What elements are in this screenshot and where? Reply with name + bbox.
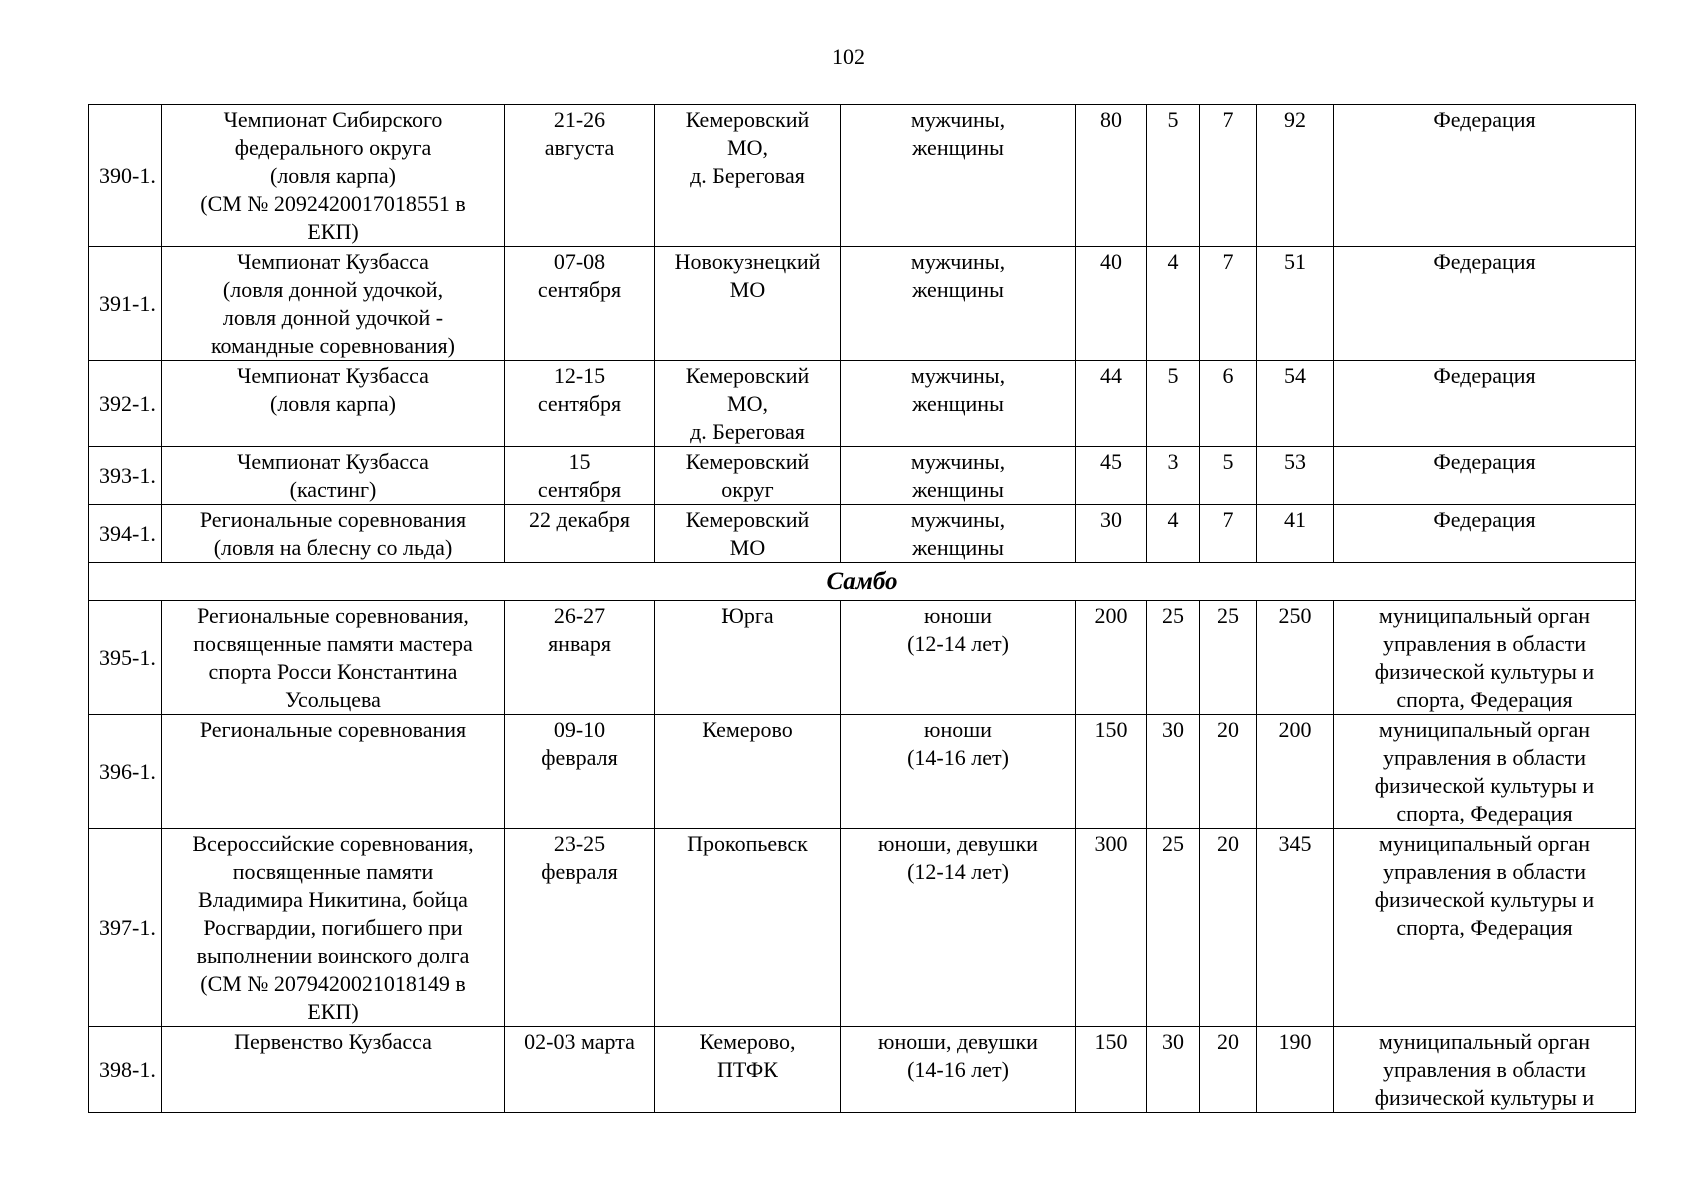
event-name: Чемпионат Кузбасса (кастинг)	[162, 447, 505, 505]
event-number: 393-1.	[89, 447, 162, 505]
event-count-1: 44	[1076, 361, 1147, 447]
event-number: 392-1.	[89, 361, 162, 447]
event-name: Чемпионат Кузбасса (ловля донной удочкой, ловля донной удочкой - командные соревнования)	[162, 247, 505, 361]
event-dates: 12-15 сентября	[505, 361, 655, 447]
event-participants: юноши (14-16 лет)	[841, 715, 1076, 829]
event-organizer: Федерация	[1334, 361, 1636, 447]
event-place: Кемеровский округ	[655, 447, 841, 505]
event-count-2: 25	[1147, 829, 1200, 1027]
event-count-total: 54	[1257, 361, 1334, 447]
events-after-section	[89, 601, 1636, 1113]
event-participants: юноши, девушки (12-14 лет)	[841, 829, 1076, 1027]
event-dates: 22 декабря	[505, 505, 655, 563]
event-name: Региональные соревнования, посвященные памяти мастера спорта Росси Константина Усольцева	[162, 601, 505, 715]
event-place: Прокопьевск	[655, 829, 841, 1027]
event-number: 395-1.	[89, 601, 162, 715]
event-count-3: 7	[1200, 505, 1257, 563]
event-dates: 02-03 марта	[505, 1027, 655, 1113]
event-count-2: 4	[1147, 247, 1200, 361]
event-place: Кемеровский МО, д. Береговая	[655, 105, 841, 247]
event-organizer: муниципальный орган управления в области физической культуры и спорта, Федерация	[1334, 715, 1636, 829]
event-number: 394-1.	[89, 505, 162, 563]
event-count-total: 92	[1257, 105, 1334, 247]
event-dates: 21-26 августа	[505, 105, 655, 247]
event-count-3: 6	[1200, 361, 1257, 447]
event-count-2: 30	[1147, 1027, 1200, 1113]
event-number: 396-1.	[89, 715, 162, 829]
event-number: 391-1.	[89, 247, 162, 361]
table-row	[89, 447, 1636, 505]
event-dates: 09-10 февраля	[505, 715, 655, 829]
event-count-2: 25	[1147, 601, 1200, 715]
event-organizer: Федерация	[1334, 447, 1636, 505]
event-organizer: Федерация	[1334, 505, 1636, 563]
event-count-total: 250	[1257, 601, 1334, 715]
event-number: 398-1.	[89, 1027, 162, 1113]
event-count-3: 20	[1200, 715, 1257, 829]
event-organizer: муниципальный орган управления в области физической культуры и спорта, Федерация	[1334, 829, 1636, 1027]
event-participants: мужчины, женщины	[841, 361, 1076, 447]
table-row	[89, 505, 1636, 563]
event-dates: 23-25 февраля	[505, 829, 655, 1027]
event-place: Кемерово	[655, 715, 841, 829]
table-row	[89, 105, 1636, 247]
event-dates: 07-08 сентября	[505, 247, 655, 361]
event-organizer: муниципальный орган управления в области физической культуры и спорта, Федерация	[1334, 601, 1636, 715]
event-count-total: 51	[1257, 247, 1334, 361]
event-place: Юрга	[655, 601, 841, 715]
table-row	[89, 829, 1636, 1027]
event-participants: мужчины, женщины	[841, 105, 1076, 247]
event-count-1: 200	[1076, 601, 1147, 715]
event-place: Кемерово, ПТФК	[655, 1027, 841, 1113]
event-dates: 26-27 января	[505, 601, 655, 715]
event-dates: 15 сентября	[505, 447, 655, 505]
event-participants: мужчины, женщины	[841, 505, 1076, 563]
event-count-2: 30	[1147, 715, 1200, 829]
event-count-1: 40	[1076, 247, 1147, 361]
event-number: 390-1.	[89, 105, 162, 247]
event-organizer: муниципальный орган управления в области физической культуры и	[1334, 1027, 1636, 1113]
events-table	[88, 104, 1636, 1113]
event-organizer: Федерация	[1334, 247, 1636, 361]
event-organizer: Федерация	[1334, 105, 1636, 247]
event-count-2: 5	[1147, 105, 1200, 247]
event-count-1: 80	[1076, 105, 1147, 247]
event-count-3: 25	[1200, 601, 1257, 715]
event-count-total: 53	[1257, 447, 1334, 505]
event-place: Кемеровский МО	[655, 505, 841, 563]
table-row	[89, 715, 1636, 829]
event-count-2: 3	[1147, 447, 1200, 505]
event-place: Кемеровский МО, д. Береговая	[655, 361, 841, 447]
event-place: Новокузнецкий МО	[655, 247, 841, 361]
event-name: Региональные соревнования	[162, 715, 505, 829]
event-count-2: 4	[1147, 505, 1200, 563]
page-number: 102	[832, 44, 865, 69]
event-name: Региональные соревнования (ловля на блесну со льда)	[162, 505, 505, 563]
event-count-2: 5	[1147, 361, 1200, 447]
event-participants: юноши, девушки (14-16 лет)	[841, 1027, 1076, 1113]
event-count-3: 20	[1200, 1027, 1257, 1113]
section-row	[89, 563, 1636, 601]
event-count-total: 345	[1257, 829, 1334, 1027]
event-count-1: 30	[1076, 505, 1147, 563]
event-name: Чемпионат Сибирского федерального округа (ловля карпа) (СМ № 2092420017018551 в ЕКП)	[162, 105, 505, 247]
table-row	[89, 247, 1636, 361]
event-participants: мужчины, женщины	[841, 447, 1076, 505]
event-count-3: 7	[1200, 247, 1257, 361]
event-participants: юноши (12-14 лет)	[841, 601, 1076, 715]
event-count-1: 150	[1076, 1027, 1147, 1113]
table-row	[89, 361, 1636, 447]
event-count-1: 45	[1076, 447, 1147, 505]
event-count-3: 5	[1200, 447, 1257, 505]
table-row	[89, 601, 1636, 715]
event-name: Первенство Кузбасса	[162, 1027, 505, 1113]
event-count-1: 150	[1076, 715, 1147, 829]
event-name: Всероссийские соревнования, посвященные памяти Владимира Никитина, бойца Росгвардии, погибшего при выполнении воинского долга (СМ № 2079420021018149 в ЕКП)	[162, 829, 505, 1027]
event-count-total: 200	[1257, 715, 1334, 829]
section-header	[89, 563, 1636, 601]
event-name: Чемпионат Кузбасса (ловля карпа)	[162, 361, 505, 447]
event-count-total: 190	[1257, 1027, 1334, 1113]
event-count-total: 41	[1257, 505, 1334, 563]
event-number: 397-1.	[89, 829, 162, 1027]
events-before-section	[89, 105, 1636, 563]
event-count-3: 7	[1200, 105, 1257, 247]
table-row	[89, 1027, 1636, 1113]
section-title-sambo: Самбо	[89, 563, 1636, 601]
event-count-1: 300	[1076, 829, 1147, 1027]
event-count-3: 20	[1200, 829, 1257, 1027]
event-participants: мужчины, женщины	[841, 247, 1076, 361]
